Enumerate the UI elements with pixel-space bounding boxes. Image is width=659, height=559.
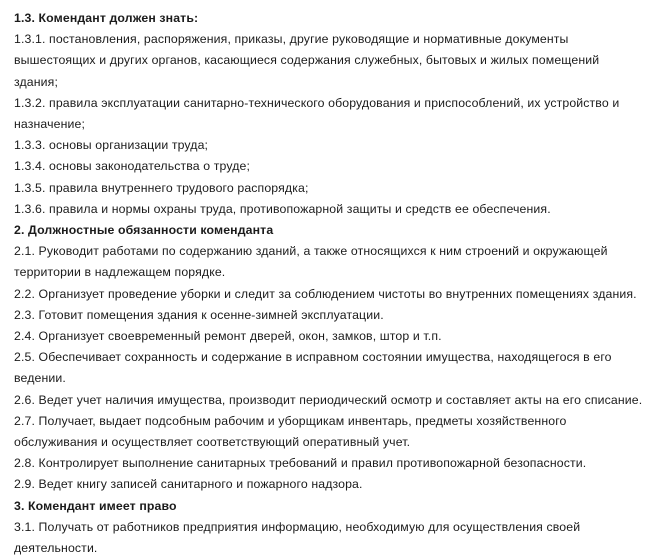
paragraph: 2.9. Ведет книгу записей санитарного и пожарного надзора. [14, 477, 363, 492]
paragraph: 1.3.5. правила внутреннего трудового распорядка; [14, 180, 309, 195]
paragraph: 2.8. Контролирует выполнение санитарных требований и правил противопожарной безопасности. [14, 456, 587, 471]
paragraph: 1.3. Комендант должен знать: [14, 11, 199, 25]
paragraph: 2.1. Руководит работами по содержанию зданий, а также относящихся к ним строений и окружающей территории в надлежащем порядке. [14, 244, 608, 280]
paragraph: 2.7. Получает, выдает подсобным рабочим и уборщикам инвентарь, предметы хозяйственного обслуживания и осуществляет соответствующий оперативный учет. [14, 413, 567, 450]
paragraph: 2. Должностные обязанности коменданта [14, 223, 274, 238]
paragraph: 1.3.6. правила и нормы охраны труда, противопожарной защиты и средств ее обеспечения. [14, 201, 551, 216]
paragraph: 1.3.4. основы законодательства о труде; [14, 159, 251, 174]
paragraph: 2.4. Организует своевременный ремонт дверей, окон, замков, штор и т.п. [14, 329, 442, 344]
paragraph: 1.3.3. основы организации труда; [14, 138, 209, 153]
paragraph: 2.6. Ведет учет наличия имущества, производит периодический осмотр и составляет акты на его списание. [14, 392, 643, 407]
paragraph: 3. Комендант имеет право [14, 498, 177, 513]
paragraph: 1.3.1. постановления, распоряжения, приказы, другие руководящие и нормативные документы вышестоящих и других органов, касающиеся содержания служебных, бытовых и жилых помещений здания; [14, 32, 600, 89]
paragraph: 2.2. Организует проведение уборки и следит за соблюдением чистоты во внутренних помещениях здания. [14, 286, 637, 301]
paragraph: 1.3.2. правила эксплуатации санитарно-технического оборудования и приспособлений, их устройство и назначение; [14, 95, 620, 132]
paragraph: 2.5. Обеспечивает сохранность и содержание в исправном состоянии имущества, находящегося в его ведении. [14, 350, 612, 386]
paragraph: 3.1. Получать от работников предприятия информацию, необходимую для осуществления своей деятельности. [14, 519, 581, 556]
paragraph: 2.3. Готовит помещения здания к осенне-зимней эксплуатации. [14, 307, 384, 322]
